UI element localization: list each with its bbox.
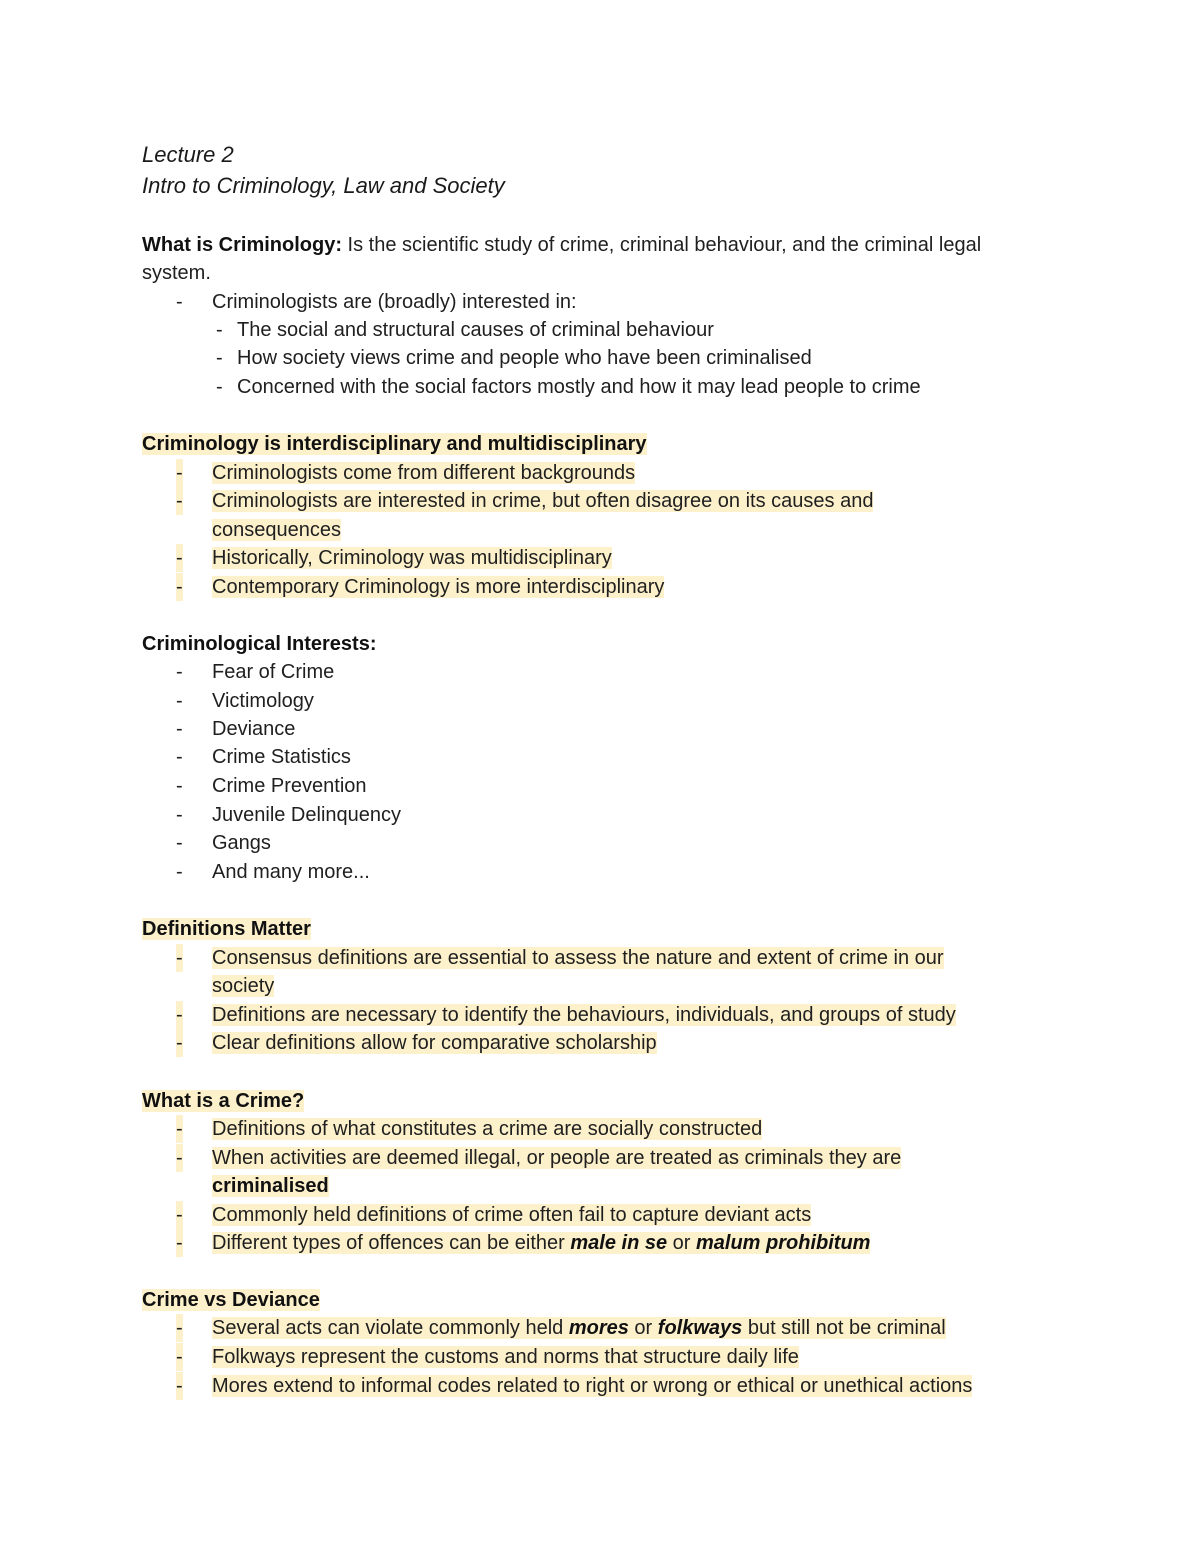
bullet-dash: - — [176, 1001, 183, 1029]
list-item-cont: criminalised — [212, 1175, 329, 1197]
criminology-definition-cont: system. — [142, 262, 211, 284]
list-item: Several acts can violate commonly held mores or folkways but still not be criminal — [212, 1317, 946, 1339]
lecture-number: Lecture 2 — [142, 142, 234, 167]
bullet-dash: - — [176, 861, 183, 883]
bullet-dash: - — [216, 376, 223, 398]
list-item: Clear definitions allow for comparative scholarship — [212, 1032, 657, 1054]
list-item: Contemporary Criminology is more interdisciplinary — [212, 576, 665, 598]
list-item: Gangs — [212, 832, 271, 854]
bullet-dash: - — [216, 347, 223, 369]
bullet-dash: - — [176, 291, 183, 313]
term-male-in-se: male in se — [570, 1232, 668, 1254]
list-item-cont: consequences — [212, 519, 341, 541]
list-item: Fear of Crime — [212, 661, 335, 683]
list-item: Juvenile Delinquency — [212, 804, 402, 826]
list-item: When activities are deemed illegal, or people are treated as criminals they are — [212, 1147, 902, 1169]
criminology-definition — [142, 231, 981, 259]
list-item: Historically, Criminology was multidisciplinary — [212, 547, 612, 569]
bullet-dash: - — [176, 544, 183, 572]
list-item: And many more... — [212, 861, 370, 883]
list-item: Mores extend to informal codes related to right or wrong or ethical or unethical actions — [212, 1375, 973, 1397]
section-heading-interests: Criminological Interests: — [142, 633, 377, 655]
list-item: Definitions of what constitutes a crime are socially constructed — [212, 1118, 763, 1140]
bullet-dash: - — [176, 690, 183, 712]
section-heading-deviance: Crime vs Deviance — [142, 1289, 320, 1311]
section-heading-crime: What is a Crime? — [142, 1090, 305, 1112]
criminology-definition-text: Is the scientific study of crime, criminal behaviour, and the criminal legal — [342, 234, 982, 256]
bullet-dash: - — [176, 1029, 183, 1057]
term-folkways: folkways — [657, 1317, 743, 1339]
bullet-dash: - — [176, 1144, 183, 1172]
bullet-dash: - — [176, 661, 183, 683]
list-item: Definitions are necessary to identify the behaviours, individuals, and groups of study — [212, 1004, 956, 1026]
bullet-dash: - — [176, 459, 183, 487]
section-heading-interdisciplinary: Criminology is interdisciplinary and multidisciplinary — [142, 433, 647, 455]
list-item: Crime Prevention — [212, 775, 367, 797]
list-item: Criminologists come from different backgrounds — [212, 462, 636, 484]
bullet-dash: - — [176, 804, 183, 826]
list-item: Consensus definitions are essential to assess the nature and extent of crime in our — [212, 947, 944, 969]
bullet-dash: - — [176, 1372, 183, 1400]
sub-list-item: The social and structural causes of criminal behaviour — [237, 319, 714, 341]
list-item: Criminologists are (broadly) interested in: — [212, 291, 577, 313]
bullet-dash: - — [176, 718, 183, 740]
bullet-dash: - — [176, 1314, 183, 1342]
bullet-dash: - — [176, 832, 183, 854]
bullet-dash: - — [176, 775, 183, 797]
bullet-dash: - — [176, 1229, 183, 1257]
section-heading-definitions: Definitions Matter — [142, 918, 311, 940]
bullet-dash: - — [216, 319, 223, 341]
term-malum-prohibitum: malum prohibitum — [696, 1232, 871, 1254]
bullet-dash: - — [176, 573, 183, 601]
term-mores: mores — [568, 1317, 629, 1339]
list-item-cont: society — [212, 975, 275, 997]
sub-list-item: How society views crime and people who have been criminalised — [237, 347, 812, 369]
list-item: Commonly held definitions of crime often fail to capture deviant acts — [212, 1204, 812, 1226]
sub-list-item: Concerned with the social factors mostly and how it may lead people to crime — [237, 376, 921, 398]
bullet-dash: - — [176, 1343, 183, 1371]
list-item: Deviance — [212, 718, 296, 740]
bullet-dash: - — [176, 746, 183, 768]
list-item: Different types of offences can be either male in se or malum prohibitum — [212, 1232, 871, 1254]
criminology-definition-label: What is Criminology: — [142, 234, 342, 256]
list-item: Crime Statistics — [212, 746, 351, 768]
bullet-dash: - — [176, 1201, 183, 1229]
lecture-title: Intro to Criminology, Law and Society — [142, 173, 505, 198]
bullet-dash: - — [176, 944, 183, 972]
list-item: Criminologists are interested in crime, but often disagree on its causes and — [212, 490, 874, 512]
list-item: Folkways represent the customs and norms that structure daily life — [212, 1346, 799, 1368]
list-item: Victimology — [212, 690, 314, 712]
bullet-dash: - — [176, 1115, 183, 1143]
bullet-dash: - — [176, 487, 183, 515]
